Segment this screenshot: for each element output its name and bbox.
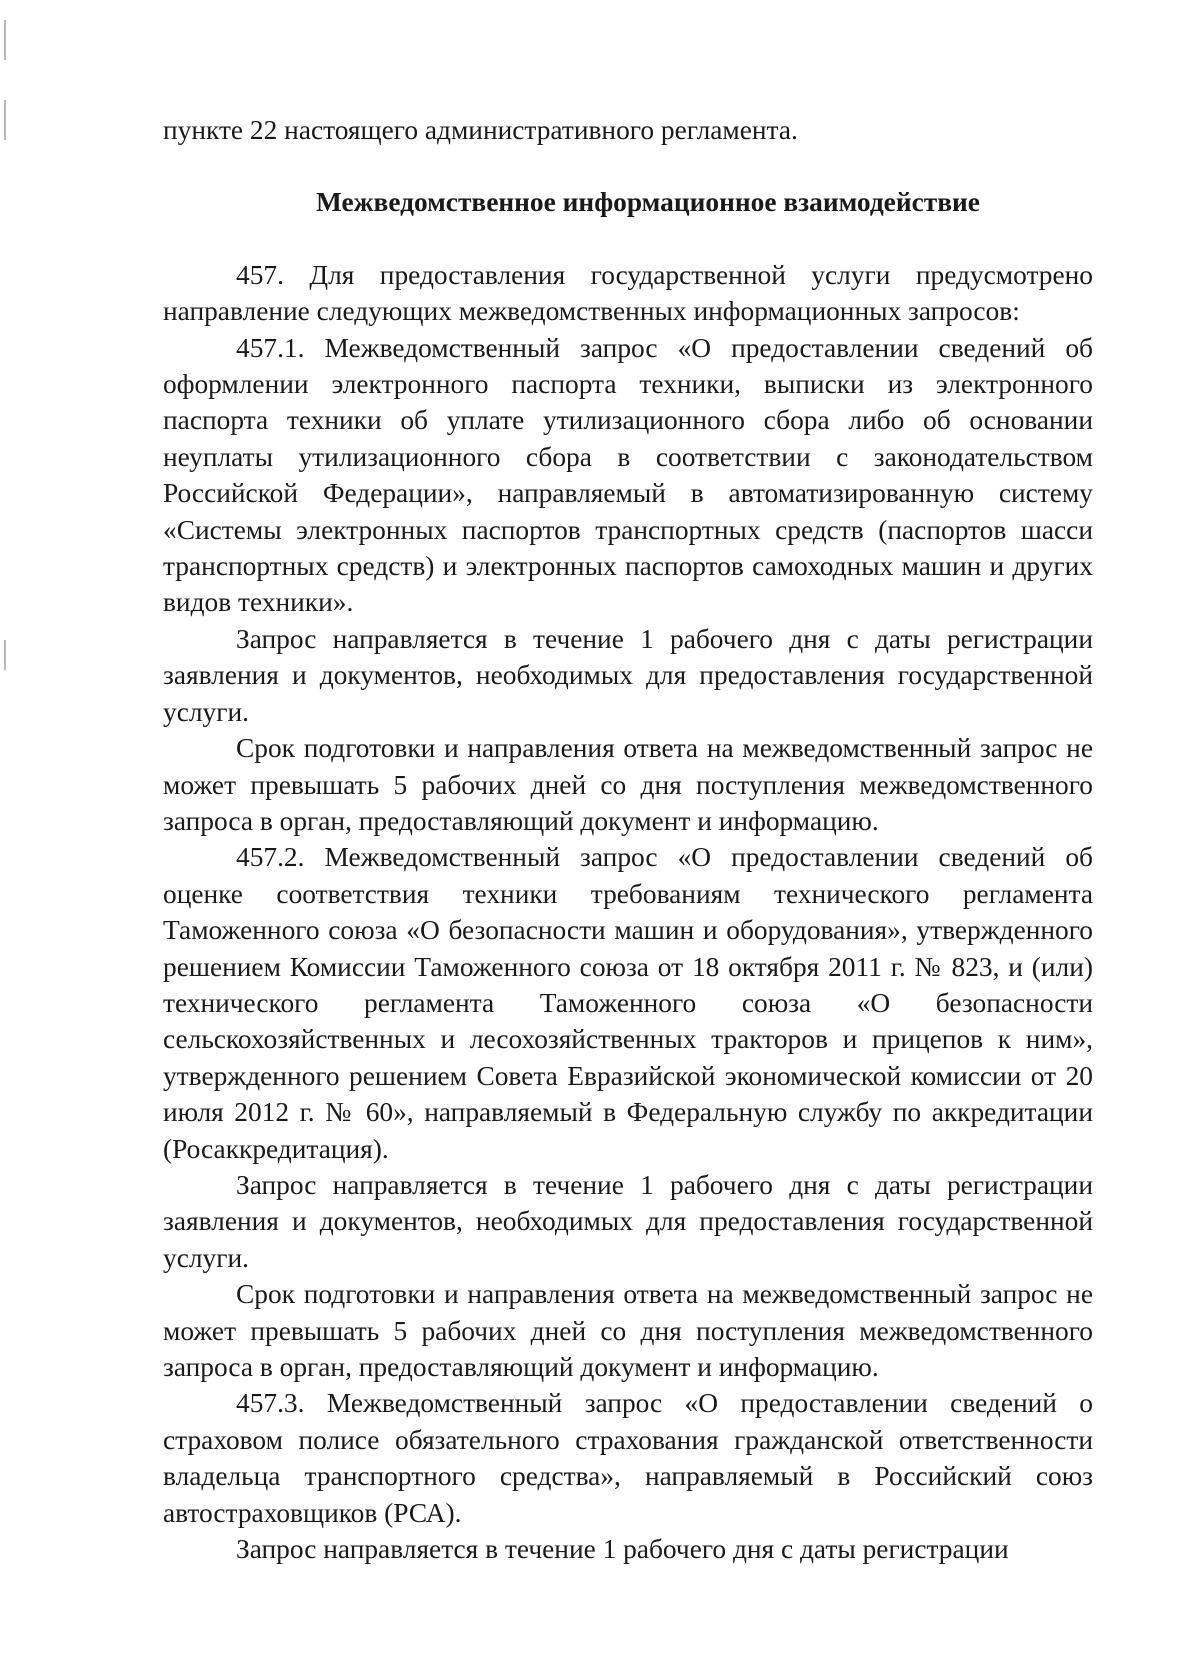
paragraph-457-3: 457.3. Межведомственный запрос «О предоставлении сведений о страховом полисе обязательного страхования гражданской ответственности владельца транспортного средства», направляемый в Российский союз автостраховщиков (РСА). [163, 1388, 1093, 1528]
paragraph-457-2: 457.2. Межведомственный запрос «О предоставлении сведений об оценке соответствия техники требованиям технического регламента Таможенного союза «О безопасности машин и оборудования», утвержденного решением Комиссии Таможенного союза от 18 октября 2011 г. № 823, и (или) технического регламента Таможенного союза «О безопасности сельскохозяйственных и лесохозяйственных тракторов и прицепов к ним», утвержденного решением Совета Евразийской экономической комиссии от 20 июля 2012 г. № 60», направляемый в Федеральную службу по аккредитации (Росаккредитация). [163, 842, 1093, 1164]
paragraph-457: 457. Для предоставления государственной услуги предусмотрено направление следующих межведомственных информационных запросов: [163, 259, 1093, 327]
scan-edge-mark [4, 640, 6, 670]
paragraph-457-2-request-timing: Запрос направляется в течение 1 рабочего дня с даты регистрации заявления и документов, необходимых для предоставления государственной услуги. [163, 1169, 1093, 1273]
document-body [163, 112, 1093, 1567]
paragraph-457-1-request-timing: Запрос направляется в течение 1 рабочего дня с даты регистрации заявления и документов, необходимых для предоставления государственной услуги. [163, 623, 1093, 727]
section-heading: Межведомственное информационное взаимодействие [316, 187, 980, 218]
scan-edge-mark [4, 100, 6, 140]
scan-edge-mark [4, 20, 6, 60]
paragraph-457-3-request-timing: Запрос направляется в течение 1 рабочего дня с даты регистрации [236, 1534, 1009, 1565]
intro-line: пункте 22 настоящего административного регламента. [163, 115, 798, 145]
paragraph-457-1-response-deadline: Срок подготовки и направления ответа на межведомственный запрос не может превышать 5 рабочих дней со дня поступления межведомственного запроса в орган, предоставляющий документ и информацию. [163, 733, 1093, 836]
paragraph-457-2-response-deadline: Срок подготовки и направления ответа на межведомственный запрос не может превышать 5 рабочих дней со дня поступления межведомственного запроса в орган, предоставляющий документ и информацию. [163, 1279, 1093, 1382]
paragraph-457-1: 457.1. Межведомственный запрос «О предоставлении сведений об оформлении электронного паспорта техники, выписки из электронного паспорта техники об уплате утилизационного сбора либо об основании неуплаты утилизационного сбора в соответствии с законодательством Российской Федерации», направляемый в автоматизированную систему «Системы электронных паспортов транспортных средств (паспортов шасси транспортных средств) и электронных паспортов самоходных машин и других видов техники». [163, 332, 1093, 618]
